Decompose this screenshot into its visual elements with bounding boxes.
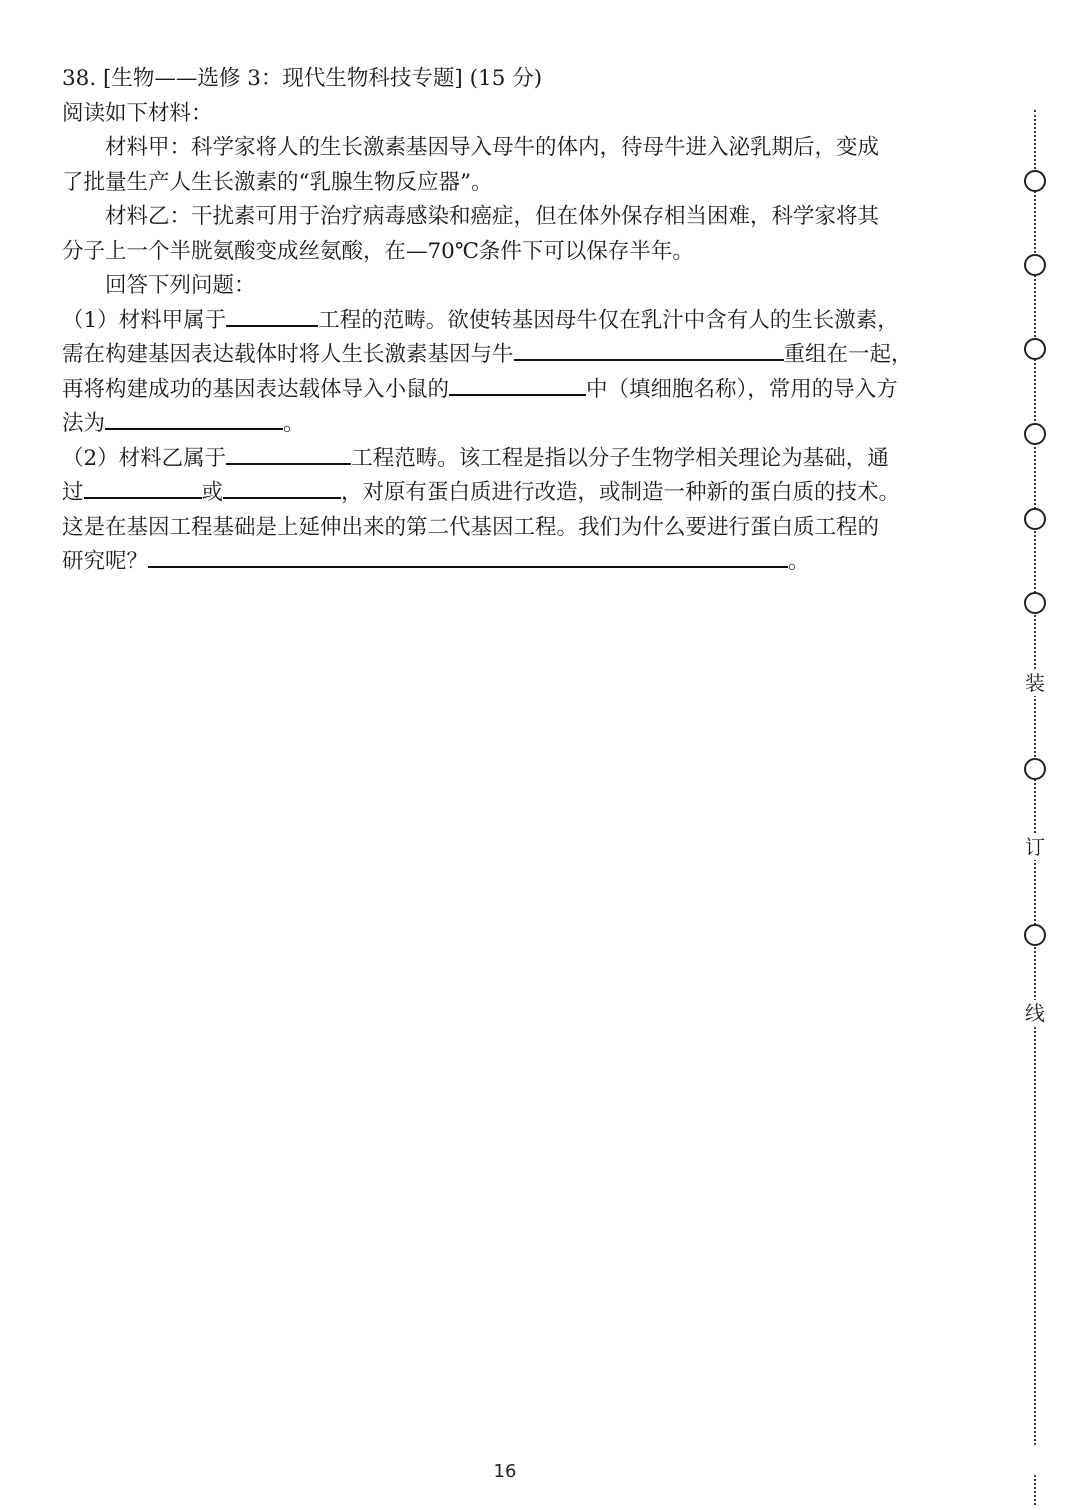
binding-hole-1 xyxy=(1024,170,1046,192)
q2-line-2 xyxy=(62,476,967,511)
q1-text-h: 。 xyxy=(283,411,305,436)
answer-prompt: 回答下列问题： xyxy=(105,273,256,298)
page-number: 16 xyxy=(493,1461,517,1482)
q1-text-f: 中（填细胞名称），常用的导入方 xyxy=(586,376,898,402)
binding-hole-4 xyxy=(1024,423,1046,445)
q1-text-a: （1）材料甲属于 xyxy=(62,307,227,333)
q2-blank-method-1[interactable] xyxy=(84,477,202,499)
q1-text-d: 重组在一起， xyxy=(783,342,913,367)
binding-hole-6 xyxy=(1024,592,1046,614)
binding-hole-5 xyxy=(1024,508,1046,530)
q1-blank-cell-name[interactable] xyxy=(449,374,586,396)
q2-line-4 xyxy=(62,545,967,580)
q2-line-3: 这是在基因工程基础是上延伸出来的第二代基因工程。我们为什么要进行蛋白质工程的 xyxy=(62,514,880,540)
q2-text-a: （2）材料乙属于 xyxy=(62,445,227,471)
q2-text-e: ，对原有蛋白质进行改造，或制造一种新的蛋白质的技术。 xyxy=(341,480,901,505)
q1-line-3 xyxy=(62,373,967,408)
binding-label-zhuang: 装 xyxy=(1022,670,1048,696)
q2-blank-engineering-type[interactable] xyxy=(226,443,351,465)
question-38 xyxy=(62,62,967,580)
q1-line-1 xyxy=(62,304,967,339)
binding-hole-7 xyxy=(1024,758,1046,780)
q1-blank-engineering-type[interactable] xyxy=(226,305,318,327)
q1-line-4 xyxy=(62,407,967,442)
question-header: 38. [生物——选修 3：现代生物科技专题] (15 分) xyxy=(62,66,543,91)
material-jia-line-1: 材料甲：科学家将人的生长激素基因导入母牛的体内，待母牛进入泌乳期后，变成 xyxy=(105,135,880,160)
q2-text-b: 工程范畴。该工程是指以分子生物学相关理论为基础，通 xyxy=(351,445,889,471)
q2-line-1 xyxy=(62,442,967,477)
q2-text-c: 过 xyxy=(62,480,84,505)
q1-line-2 xyxy=(62,338,967,373)
binding-label-ding: 订 xyxy=(1022,834,1048,860)
q1-text-b: 工程的范畴。欲使转基因母牛仅在乳汁中含有人的生长激素， xyxy=(318,307,899,333)
q1-blank-promoter[interactable] xyxy=(514,339,784,361)
q2-text-h: 。 xyxy=(788,549,810,574)
q2-blank-reason[interactable] xyxy=(148,546,788,568)
material-yi-line-1: 材料乙：干扰素可用于治疗病毒感染和癌症，但在体外保存相当困难，科学家将其 xyxy=(105,204,880,229)
q1-text-g: 法为 xyxy=(62,411,106,436)
material-yi-line-2: 分子上一个半胱氨酸变成丝氨酸，在—70℃条件下可以保存半年。 xyxy=(62,238,694,264)
q2-blank-method-2[interactable] xyxy=(223,477,341,499)
binding-hole-2 xyxy=(1024,254,1046,276)
binding-label-xian: 线 xyxy=(1022,1000,1048,1026)
q1-text-e: 再将构建成功的基因表达载体导入小鼠的 xyxy=(62,376,450,402)
q1-blank-method[interactable] xyxy=(105,408,283,430)
q2-text-d: 或 xyxy=(201,480,224,505)
reading-intro: 阅读如下材料： xyxy=(62,100,213,126)
binding-margin xyxy=(1010,110,1060,1510)
binding-hole-3 xyxy=(1024,338,1046,360)
q2-text-g: 研究呢？ xyxy=(62,549,149,574)
q1-text-c: 需在构建基因表达载体时将人生长激素基因与牛 xyxy=(62,342,514,367)
binding-dotted-tail xyxy=(1034,1475,1036,1505)
binding-hole-8 xyxy=(1024,924,1046,946)
material-jia-line-2: 了批量生产人生长激素的“乳腺生物反应器”。 xyxy=(62,169,493,195)
